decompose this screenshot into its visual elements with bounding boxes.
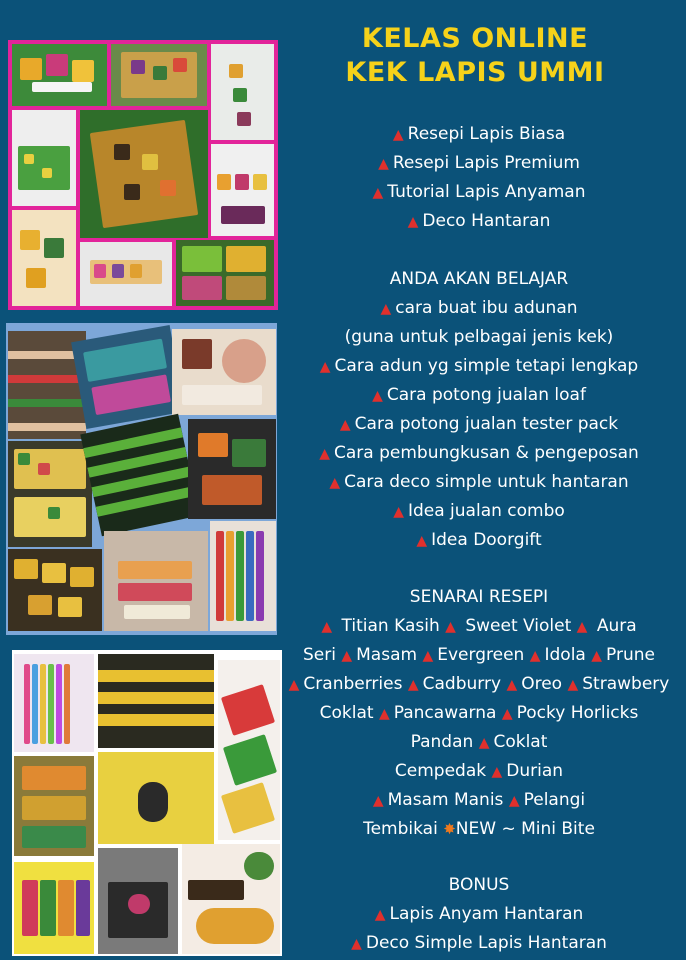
red-triangle-icon: ▲	[508, 793, 520, 809]
recipe-line: ▲ Titian Kasih ▲ Sweet Violet ▲ Aura	[321, 616, 637, 636]
red-triangle-icon: ▲	[372, 793, 384, 809]
red-triangle-icon: ▲	[288, 677, 300, 693]
red-triangle-icon: ▲	[339, 417, 351, 433]
red-triangle-icon: ▲	[319, 446, 330, 462]
course-item: ▲ Resepi Lapis Premium	[378, 153, 580, 173]
red-triangle-icon: ▲	[501, 706, 513, 722]
red-triangle-icon: ▲	[321, 619, 333, 635]
red-triangle-icon: ▲	[478, 735, 490, 751]
red-triangle-icon: ▲	[416, 533, 428, 549]
red-triangle-icon: ▲	[329, 475, 341, 491]
learn-item: ▲ Cara pembungkusan & pengeposan	[319, 443, 639, 463]
red-triangle-icon: ▲	[591, 648, 603, 664]
red-triangle-icon: ▲	[341, 648, 353, 664]
red-triangle-icon: ▲	[567, 677, 579, 693]
learn-item: ▲ cara buat ibu adunan	[380, 298, 578, 318]
recipe-line: Coklat ▲ Pancawarna ▲ Pocky Horlicks	[319, 703, 639, 723]
new-label: NEW ~ Mini Bite	[455, 819, 595, 839]
learn-item: ▲ Idea jualan combo	[393, 501, 565, 521]
learn-item: ▲ Cara deco simple untuk hantaran	[329, 472, 629, 492]
course-item: ▲ Tutorial Lapis Anyaman	[372, 182, 586, 202]
bonus-heading: BONUS	[448, 875, 510, 895]
recipe-line: ▲ Masam Manis ▲ Pelangi	[372, 790, 586, 810]
title-line-1: KELAS ONLINE	[361, 23, 589, 54]
red-triangle-icon: ▲	[491, 764, 503, 780]
title-line-2: KEK LAPIS UMMI	[345, 57, 605, 88]
recipe-line: Pandan ▲ Coklat	[410, 732, 548, 752]
red-triangle-icon: ▲	[576, 619, 588, 635]
photo-collage-3	[12, 650, 282, 956]
red-triangle-icon: ▲	[422, 648, 434, 664]
red-triangle-icon: ▲	[378, 156, 389, 172]
red-triangle-icon: ▲	[319, 359, 331, 375]
recipe-line: Cempedak ▲ Durian	[394, 761, 564, 781]
page-title	[300, 22, 650, 90]
red-triangle-icon: ▲	[407, 214, 419, 230]
red-triangle-icon: ▲	[378, 706, 390, 722]
recipe-line: ▲ Cranberries ▲ Cadburry ▲ Oreo ▲ Strawbery	[288, 674, 670, 694]
photo-collage-1	[8, 40, 278, 310]
collision-icon: ✸	[443, 820, 456, 838]
red-triangle-icon: ▲	[372, 185, 384, 201]
red-triangle-icon: ▲	[374, 907, 386, 923]
red-triangle-icon: ▲	[445, 619, 456, 635]
red-triangle-icon: ▲	[393, 504, 404, 520]
learn-item: ▲ Cara potong jualan tester pack	[339, 414, 619, 434]
red-triangle-icon: ▲	[529, 648, 541, 664]
course-item: ▲ Deco Hantaran	[407, 211, 551, 231]
red-triangle-icon: ▲	[380, 301, 392, 317]
learn-heading: ANDA AKAN BELAJAR	[389, 269, 569, 289]
course-item: ▲ Resepi Lapis Biasa	[392, 124, 566, 144]
red-triangle-icon: ▲	[392, 127, 404, 143]
learn-item-note: (guna untuk pelbagai jenis kek)	[344, 327, 614, 347]
red-triangle-icon: ▲	[351, 936, 362, 952]
bonus-item: ▲ Lapis Anyam Hantaran	[374, 904, 584, 924]
recipes-heading: SENARAI RESEPI	[409, 587, 549, 607]
learn-item: ▲ Idea Doorgift	[416, 530, 542, 550]
recipe-line: Seri ▲ Masam ▲ Evergreen ▲ Idola ▲ Prune	[302, 645, 655, 665]
photo-collage-2	[6, 323, 277, 635]
learn-item: ▲ Cara adun yg simple tetapi lengkap	[319, 356, 639, 376]
red-triangle-icon: ▲	[506, 677, 518, 693]
red-triangle-icon: ▲	[372, 388, 383, 404]
bonus-item: ▲ Deco Simple Lapis Hantaran	[351, 933, 607, 953]
learn-item: ▲ Cara potong jualan loaf	[372, 385, 586, 405]
recipe-line: Tembikai ✸NEW ~ Mini Bite	[363, 819, 595, 839]
red-triangle-icon: ▲	[407, 677, 419, 693]
